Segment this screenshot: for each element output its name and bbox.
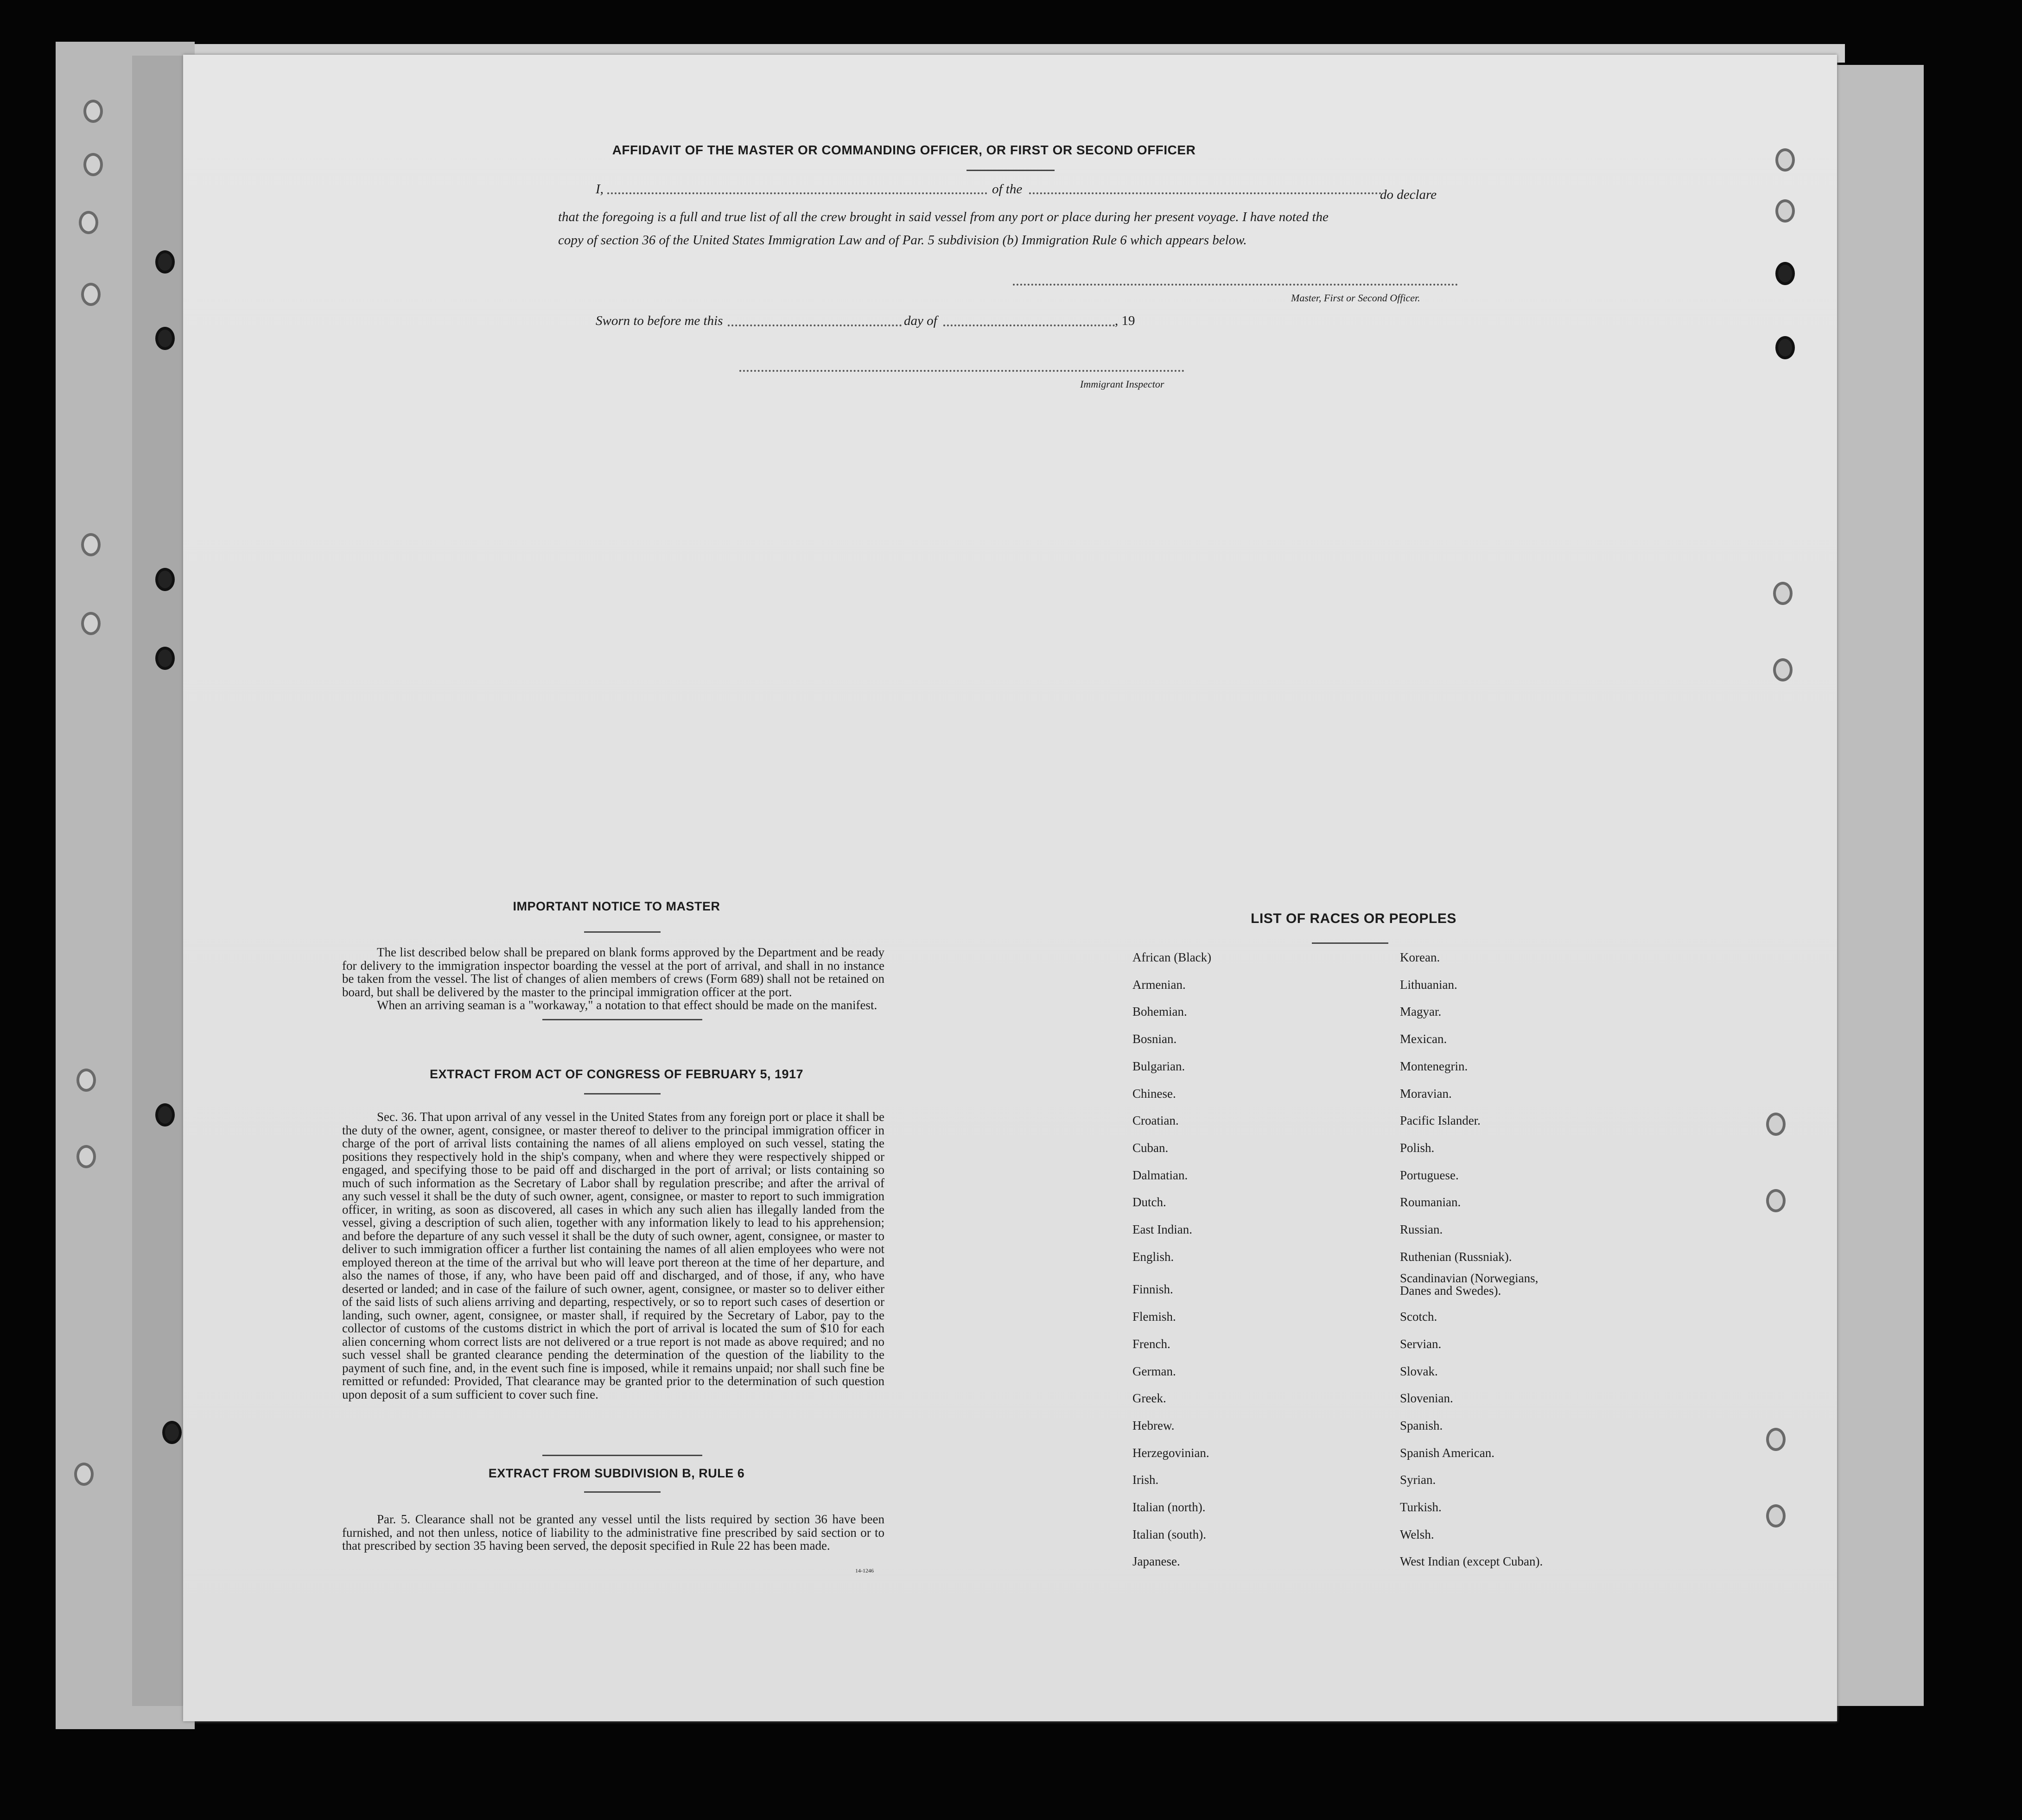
binder-hole [81, 283, 101, 306]
race-item: East Indian. [1132, 1222, 1192, 1236]
race-item: Italian (south). [1132, 1527, 1206, 1541]
sworn-month-field[interactable] [943, 325, 1115, 326]
race-item: Roumanian. [1400, 1195, 1461, 1209]
extract2-title: EXTRACT FROM SUBDIVISION B, RULE 6 [488, 1466, 745, 1480]
inspector-signature-field[interactable] [739, 370, 1184, 372]
extract1-title-rule [584, 1093, 661, 1095]
notice-para1: The list described below shall be prepared on blank forms approved by the Department and be ready for delivery to the immigration inspector boarding the vessel at the port of arrival, and shall in no instance be taken from the vessel. The list of changes of alien members of crews (Form 689) shall not be retained on board, but shall be delivered by the master to the principal immigration officer at the port. [342, 945, 884, 999]
affidavit-declare: do declare [1380, 187, 1437, 202]
under-sheet-right [1831, 65, 1924, 1706]
rule-6-text: Par. 5. Clearance shall not be granted any vessel until the lists required by section 36 have been furnished, and not then unless, notice of liability to the administrative fine prescribed by said section or to that prescribed by section 35 having been served, the deposit specified in Rule 22 has been made. [342, 1512, 884, 1553]
section-36-text: Sec. 36. That upon arrival of any vessel in the United States from any foreign port or place it shall be the duty of the owner, agent, consignee, or master thereof to deliver to the principal immigration officer in charge of the port of arrival lists containing the names of all aliens employed on such vessel, stating the positions they respectively hold in the ship's company, when and where they were respectively shipped or engaged, and specifying those to be paid off and discharged in the port of arrival; or lists containing so much of such information as the Secretary of Labor shall by regulation prescribe; and after the arrival of any such vessel it shall be the duty of such owner, agent, consignee, or master to report to such immigration officer, in writing, as soon as discovered, all cases in which any such alien has illegally landed from the vessel, giving a description of such alien, together with any information likely to lead to his apprehension; and before the departure of any such vessel it shall be the duty of such owner, agent, consignee, or master to deliver to such immigration officer a further list containing the names of all alien employees who were not employed thereon at the time of the arrival but who will leave port thereon at the time of her departure, and also the names of those, if any, who have been paid off and discharged, and of those, if any, who have deserted or landed; and in case of the failure of such owner, agent, consignee, or master so to deliver either of the said lists of such aliens arriving and departing, respectively, or so to report such cases of desertion or landing, such owner, agent, consignee, or master shall, if required by the Secretary of Labor, pay to the collector of customs of the customs district in which the port of arrival is located the sum of $10 for each alien concerning whom correct lists are not delivered or a true report is not made as above required; and no such vessel shall be granted clearance pending the determination of the question of the liability to the payment of such fine, and, in the event such fine is imposed, while it remains unpaid; nor shall such fine be remitted or refunded: Provided, That clearance may be granted prior to the determination of such question upon deposit of a sum sufficient to cover such fine. [342, 1110, 884, 1401]
binder-hole [1766, 1504, 1786, 1527]
extract1-title: EXTRACT FROM ACT OF CONGRESS OF FEBRUARY 5, 1917 [429, 1067, 804, 1081]
race-item: Flemish. [1132, 1310, 1176, 1324]
binder-hole [1773, 582, 1793, 605]
race-item: Spanish American. [1400, 1446, 1494, 1460]
race-item: Polish. [1400, 1141, 1435, 1155]
race-item: West Indian (except Cuban). [1400, 1554, 1543, 1568]
binder-hole [81, 533, 101, 556]
race-item: Welsh. [1400, 1527, 1434, 1541]
race-item: Cuban. [1132, 1141, 1169, 1155]
affidavit-line2: that the foregoing is a full and true list of all the crew brought in said vessel from any port or place during her present voyage. I have noted the [558, 210, 1329, 224]
race-item: Magyar. [1400, 1005, 1442, 1018]
affidavit-of-the: of the [992, 182, 1023, 197]
binder-hole [76, 1069, 96, 1092]
race-item: Dutch. [1132, 1195, 1166, 1209]
binder-hole [1775, 148, 1795, 172]
race-item: Syrian. [1400, 1473, 1436, 1487]
binder-hole [1775, 199, 1795, 223]
race-item: Ruthenian (Russniak). [1400, 1250, 1512, 1264]
binder-hole [79, 211, 98, 234]
binder-hole [155, 647, 175, 670]
binder-hole [1775, 336, 1795, 359]
race-item: Italian (north). [1132, 1500, 1206, 1514]
affidavit-i: I, [596, 182, 604, 197]
sworn-date-field[interactable] [728, 325, 902, 326]
race-item: Lithuanian. [1400, 978, 1457, 992]
binder-hole [155, 568, 175, 591]
race-item: Hebrew. [1132, 1419, 1175, 1432]
race-item: Japanese. [1132, 1554, 1180, 1568]
race-item: Bosnian. [1132, 1032, 1177, 1046]
race-item: African (Black) [1132, 950, 1212, 964]
race-item: Spanish. [1400, 1419, 1443, 1432]
race-item: Greek. [1132, 1391, 1166, 1405]
binder-hole [155, 250, 175, 274]
extract2-body [342, 1513, 884, 1553]
extract2-title-rule [584, 1491, 661, 1493]
notice-title: IMPORTANT NOTICE TO MASTER [513, 899, 720, 913]
race-item: Portuguese. [1400, 1168, 1459, 1182]
affidavit-title: AFFIDAVIT OF THE MASTER OR COMMANDING OFFICER, OR FIRST OR SECOND OFFICER [612, 143, 1196, 157]
day-of-text: day of [904, 313, 937, 328]
binder-hole [76, 1145, 96, 1168]
races-title-rule [1312, 942, 1388, 944]
race-item: Bohemian. [1132, 1005, 1187, 1018]
master-name-field[interactable] [607, 192, 987, 194]
notice-end-rule [542, 1019, 702, 1020]
race-item: Chinese. [1132, 1087, 1176, 1101]
binder-hole [155, 327, 175, 350]
title-underline [966, 170, 1055, 171]
race-item: French. [1132, 1337, 1170, 1351]
notice-body [342, 946, 884, 1012]
race-item: Scandinavian (Norwegians, Danes and Swedes). [1400, 1271, 1539, 1298]
extract1-body [342, 1110, 884, 1401]
sworn-text: Sworn to before me this [596, 313, 723, 328]
race-item: Turkish. [1400, 1500, 1442, 1514]
binder-hole [1766, 1428, 1786, 1451]
inspector-label: Immigrant Inspector [1080, 378, 1164, 390]
notice-title-rule [584, 931, 661, 933]
race-item: Scotch. [1400, 1310, 1437, 1324]
race-item: Slovak. [1400, 1364, 1438, 1378]
race-item: Finnish. [1132, 1282, 1173, 1296]
binder-hole [83, 153, 103, 176]
binder-hole [1766, 1189, 1786, 1212]
race-item: Korean. [1400, 950, 1440, 964]
affidavit-line3: copy of section 36 of the United States Immigration Law and of Par. 5 subdivision (b) Immigration Rule 6 which appears below. [558, 233, 1247, 248]
binder-hole [1775, 262, 1795, 285]
race-item: Pacific Islander. [1400, 1114, 1481, 1127]
year-text: , 19 [1115, 313, 1135, 328]
extract1-end-rule [542, 1455, 702, 1456]
binder-hole [83, 100, 103, 123]
race-item: Irish. [1132, 1473, 1159, 1487]
race-item: Russian. [1400, 1222, 1443, 1236]
race-item: Armenian. [1132, 978, 1186, 992]
race-item: Bulgarian. [1132, 1059, 1185, 1073]
race-item: Herzegovinian. [1132, 1446, 1209, 1460]
binder-hole [81, 612, 101, 635]
signature-label: Master, First or Second Officer. [1291, 292, 1420, 304]
race-item: German. [1132, 1364, 1176, 1378]
race-item: English. [1132, 1250, 1174, 1264]
vessel-name-field[interactable] [1029, 192, 1381, 194]
race-item: Mexican. [1400, 1032, 1447, 1046]
race-item: Moravian. [1400, 1087, 1452, 1101]
race-item: Servian. [1400, 1337, 1442, 1351]
binder-hole [74, 1463, 94, 1486]
binder-hole [1766, 1113, 1786, 1136]
race-item: Slovenian. [1400, 1391, 1453, 1405]
binder-hole [162, 1421, 182, 1444]
form-number: 14-1246 [855, 1567, 874, 1574]
race-item: Dalmatian. [1132, 1168, 1188, 1182]
races-title: LIST OF RACES OR PEOPLES [1251, 911, 1456, 926]
race-item: Croatian. [1132, 1114, 1179, 1127]
notice-para2: When an arriving seaman is a "workaway," a notation to that effect should be made on the manifest. [377, 998, 877, 1012]
signature-field[interactable] [1013, 284, 1458, 286]
binder-hole [1773, 658, 1793, 681]
race-item: Montenegrin. [1400, 1059, 1468, 1073]
binder-hole [155, 1103, 175, 1126]
